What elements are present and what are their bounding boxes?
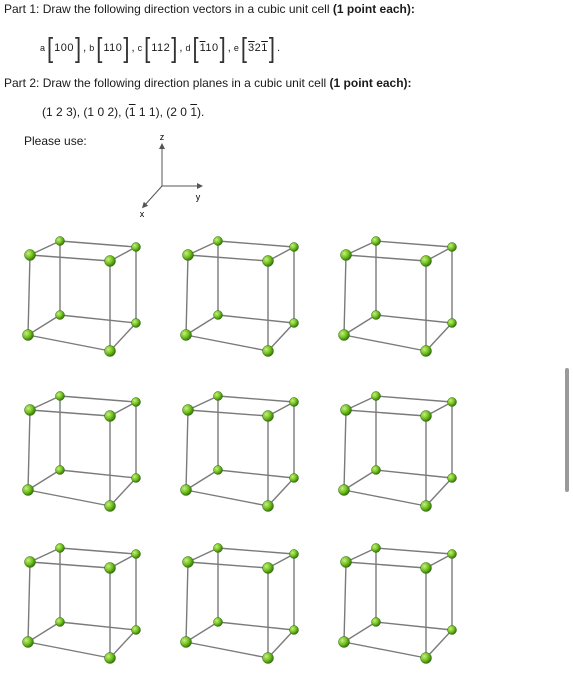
corner-atom — [263, 346, 274, 357]
plane-index-digit: 3 — [66, 105, 73, 119]
direction-vector-indices — [247, 42, 269, 54]
direction-vector-indices — [102, 42, 123, 54]
unit-cell-cube-1 — [12, 233, 142, 373]
corner-atom — [372, 466, 381, 475]
corner-atom — [214, 311, 223, 320]
miller-plane: (2 0 1) — [166, 105, 202, 119]
vector-index-digit: 0 — [115, 42, 123, 54]
corner-atom — [105, 256, 116, 267]
corner-atom — [448, 319, 457, 328]
corner-atom — [341, 250, 352, 261]
separator: . — [277, 42, 281, 54]
cube-edge — [60, 241, 136, 247]
cube-edge — [60, 315, 136, 323]
corner-atom — [421, 653, 432, 664]
corner-atom — [263, 411, 274, 422]
part1-label: Part 1: — [4, 2, 40, 16]
unit-cell-cube-9 — [328, 540, 458, 680]
corner-atom — [290, 474, 299, 483]
vector-label: a — [40, 43, 46, 53]
corner-atom — [263, 256, 274, 267]
corner-atom — [372, 311, 381, 320]
cube-edge — [60, 622, 136, 630]
vector-index-digit: 1 — [109, 42, 116, 54]
cube-edge — [344, 410, 346, 490]
corner-atom — [290, 319, 299, 328]
corner-atom — [132, 474, 141, 483]
part1-text: Draw the following direction vectors in a cubic unit cell — [42, 2, 330, 16]
right-bracket: ] — [123, 31, 130, 63]
corner-atom — [25, 405, 36, 416]
cube-edge — [344, 335, 426, 351]
corner-atom — [372, 544, 381, 553]
left-bracket: [ — [144, 31, 151, 63]
corner-atom — [421, 563, 432, 574]
corner-atom — [214, 237, 223, 246]
corner-atom — [132, 398, 141, 407]
vector-label: b — [89, 43, 95, 53]
cube-edge — [186, 642, 268, 658]
cube-edge — [218, 470, 294, 478]
separator: , — [131, 42, 135, 54]
plane-index-digit: 1 — [87, 105, 95, 119]
vector-label: d — [185, 43, 191, 53]
cube-edge — [218, 396, 294, 402]
plane-index-digit: 2 — [56, 105, 63, 119]
plane-index-digit: 0 — [180, 105, 187, 119]
corner-atom — [23, 330, 34, 341]
right-bracket: ] — [268, 31, 275, 63]
cube-edge — [186, 410, 188, 490]
plane-index-digit: 2 — [170, 105, 177, 119]
vector-index-digit: 2 — [254, 42, 262, 54]
cube-edge — [186, 335, 268, 351]
cube-edge — [218, 315, 294, 323]
corner-atom — [105, 346, 116, 357]
z-axis-label: z — [159, 132, 165, 142]
corner-atom — [25, 557, 36, 568]
unit-cell-cube-8 — [170, 540, 300, 680]
vertical-scrollbar[interactable] — [565, 368, 569, 492]
corner-atom — [105, 411, 116, 422]
vector-label: e — [233, 43, 239, 53]
part1-instruction — [4, 2, 415, 16]
right-bracket: ] — [75, 31, 82, 63]
cube-edge — [60, 470, 136, 478]
part2-instruction — [4, 76, 412, 90]
cube-edge — [60, 396, 136, 402]
left-bracket: [ — [192, 31, 199, 63]
vector-index-digit: 1 — [103, 42, 110, 54]
vector-index-digit: 1 — [205, 42, 213, 54]
vector-label: c — [137, 43, 143, 53]
cube-edge — [218, 548, 294, 554]
corner-atom — [341, 557, 352, 568]
corner-atom — [263, 563, 274, 574]
vector-index-digit: 0 — [60, 42, 68, 54]
vector-index-digit: 1 — [151, 42, 158, 54]
corner-atom — [56, 392, 65, 401]
corner-atom — [132, 550, 141, 559]
part2-text: Draw the following direction planes in a cubic unit cell — [42, 76, 327, 90]
corner-atom — [341, 405, 352, 416]
vector-index-digit: 3 — [248, 42, 255, 54]
plane-index-digit: 1 — [148, 105, 156, 119]
separator: , — [227, 42, 231, 54]
corner-atom — [339, 637, 350, 648]
part1-points: (1 point each): — [332, 2, 415, 16]
cube-edge — [30, 410, 110, 416]
cube-edge — [376, 396, 452, 402]
please-use-label: Please use: — [24, 134, 87, 148]
corner-atom — [56, 544, 65, 553]
plane-index-digit: 1 — [138, 105, 146, 119]
corner-atom — [263, 501, 274, 512]
direction-vectors-list — [40, 31, 283, 63]
corner-atom — [372, 392, 381, 401]
plane-index-digit: 1 — [128, 105, 136, 119]
y-axis-label: y — [195, 192, 201, 202]
x-axis-arrow — [144, 186, 162, 206]
corner-atom — [421, 256, 432, 267]
planes-end-punctuation: . — [201, 105, 205, 119]
vector-index-digit: 1 — [157, 42, 164, 54]
x-axis-label: x — [139, 209, 145, 219]
corner-atom — [372, 237, 381, 246]
miller-plane: (1 0 2) — [83, 105, 119, 119]
corner-atom — [290, 626, 299, 635]
plane-index-digit: 1 — [46, 105, 53, 119]
cube-edge — [346, 255, 426, 261]
corner-atom — [181, 485, 192, 496]
corner-atom — [339, 485, 350, 496]
corner-atom — [372, 618, 381, 627]
corner-atom — [214, 392, 223, 401]
vector-index-digit: 1 — [199, 42, 206, 54]
unit-cell-cube-4 — [12, 388, 142, 528]
coordinate-axes — [130, 130, 220, 225]
cube-edge — [28, 490, 110, 506]
unit-cell-cube-3 — [328, 233, 458, 373]
cube-edge — [28, 410, 30, 490]
cube-edge — [28, 562, 30, 642]
corner-atom — [290, 550, 299, 559]
cube-edge — [376, 548, 452, 554]
corner-atom — [448, 398, 457, 407]
cube-edge — [376, 241, 452, 247]
cube-edge — [28, 335, 110, 351]
direction-vector-indices — [150, 42, 171, 54]
part2-label: Part 2: — [4, 76, 40, 90]
right-bracket: ] — [171, 31, 178, 63]
corner-atom — [23, 485, 34, 496]
cube-edge — [344, 642, 426, 658]
cube-edge — [28, 642, 110, 658]
corner-atom — [56, 618, 65, 627]
cube-edge — [186, 562, 188, 642]
plane-index-digit: 1 — [190, 105, 198, 119]
unit-cell-cube-5 — [170, 388, 300, 528]
corner-atom — [183, 405, 194, 416]
cube-edge — [30, 562, 110, 568]
corner-atom — [214, 618, 223, 627]
cube-edge — [218, 622, 294, 630]
corner-atom — [448, 626, 457, 635]
corner-atom — [214, 466, 223, 475]
left-bracket: [ — [47, 31, 54, 63]
corner-atom — [105, 501, 116, 512]
cube-edge — [376, 315, 452, 323]
separator: , — [179, 42, 183, 54]
corner-atom — [421, 501, 432, 512]
corner-atom — [183, 557, 194, 568]
vector-index-digit: 0 — [212, 42, 219, 54]
vector-index-digit: 0 — [67, 42, 75, 54]
corner-atom — [183, 250, 194, 261]
corner-atom — [56, 311, 65, 320]
cube-edge — [60, 548, 136, 554]
cube-edge — [346, 410, 426, 416]
corner-atom — [290, 398, 299, 407]
plane-index-digit: 2 — [107, 105, 115, 119]
left-bracket: [ — [240, 31, 247, 63]
part2-points: (1 point each): — [329, 76, 412, 90]
corner-atom — [448, 550, 457, 559]
corner-atom — [56, 237, 65, 246]
direction-vector-indices — [199, 42, 220, 54]
corner-atom — [132, 243, 141, 252]
corner-atom — [25, 250, 36, 261]
corner-atom — [132, 319, 141, 328]
corner-atom — [181, 637, 192, 648]
cube-edge — [344, 490, 426, 506]
corner-atom — [448, 474, 457, 483]
cube-edge — [376, 622, 452, 630]
left-bracket: [ — [96, 31, 103, 63]
miller-plane: (1 2 3) — [42, 105, 77, 119]
corner-atom — [263, 653, 274, 664]
unit-cell-cube-6 — [328, 388, 458, 528]
vector-index-digit: 2 — [163, 42, 171, 54]
cube-edge — [188, 255, 268, 261]
corner-atom — [23, 637, 34, 648]
corner-atom — [105, 653, 116, 664]
plane-index-digit: 0 — [97, 105, 105, 119]
corner-atom — [448, 243, 457, 252]
cube-edge — [344, 562, 346, 642]
cube-edge — [186, 490, 268, 506]
separator: , — [83, 42, 87, 54]
cube-edge — [186, 255, 188, 335]
unit-cell-cube-7 — [12, 540, 142, 680]
cube-edge — [218, 241, 294, 247]
right-bracket: ] — [219, 31, 226, 63]
miller-planes-list: (1 2 3), (1 0 2), (1 1 1), (2 0 1). — [42, 105, 205, 119]
corner-atom — [339, 330, 350, 341]
corner-atom — [181, 330, 192, 341]
direction-vector-indices — [53, 42, 75, 54]
corner-atom — [214, 544, 223, 553]
miller-plane: (1 1 1) — [124, 105, 160, 119]
unit-cell-cube-2 — [170, 233, 300, 373]
cube-edge — [30, 255, 110, 261]
corner-atom — [132, 626, 141, 635]
corner-atom — [421, 346, 432, 357]
vector-index-digit: 1 — [261, 42, 268, 54]
cube-edge — [188, 410, 268, 416]
cube-edge — [344, 255, 346, 335]
cube-edge — [346, 562, 426, 568]
vector-index-digit: 1 — [54, 42, 61, 54]
corner-atom — [56, 466, 65, 475]
cube-edge — [28, 255, 30, 335]
cube-edge — [188, 562, 268, 568]
corner-atom — [105, 563, 116, 574]
corner-atom — [290, 243, 299, 252]
corner-atom — [421, 411, 432, 422]
cube-edge — [376, 470, 452, 478]
